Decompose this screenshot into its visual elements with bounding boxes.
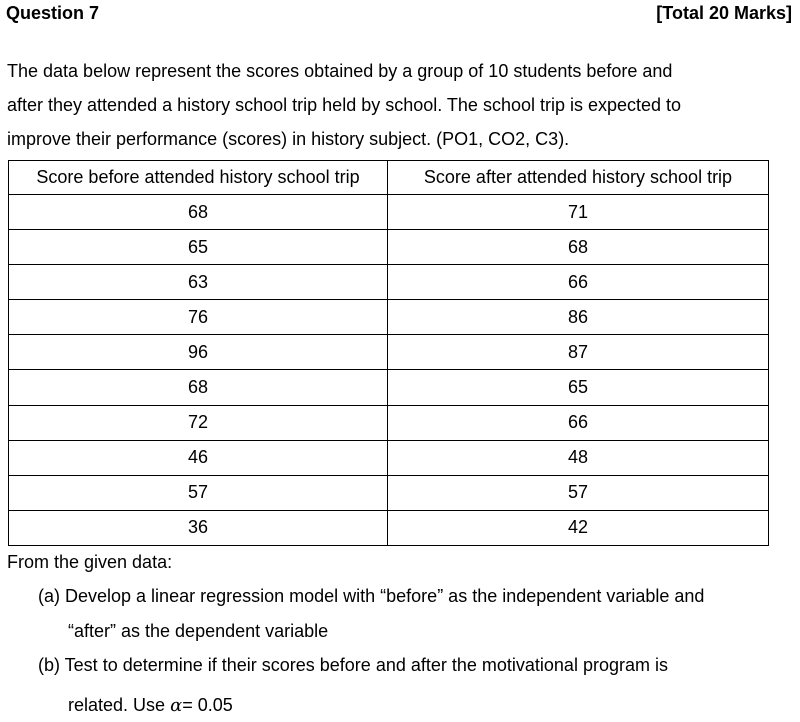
table-row (9, 510, 769, 545)
task-a-line-1: (a) Develop a linear regression model with “before” as the independent variable and (38, 586, 705, 606)
cell-before: 57 (9, 475, 388, 510)
intro-line-3: improve their performance (scores) in history subject. (PO1, CO2, C3). (7, 129, 570, 149)
column-header-after: Score after attended history school trip (388, 161, 769, 195)
table-row (9, 300, 769, 335)
table-row (9, 265, 769, 300)
task-b-line-1: (b) Test to determine if their scores before and after the motivational program is (38, 655, 668, 675)
cell-after: 87 (388, 335, 769, 370)
cell-after: 42 (388, 510, 769, 545)
question-intro (7, 54, 777, 156)
task-b-prefix: related. Use (68, 695, 171, 715)
scores-table (8, 160, 769, 546)
cell-before: 72 (9, 405, 388, 440)
total-marks: [Total 20 Marks] (656, 3, 792, 23)
cell-after: 57 (388, 475, 769, 510)
question-title: Question 7 (6, 3, 100, 23)
table-row (9, 370, 769, 405)
column-header-before: Score before attended history school trip (9, 161, 388, 195)
cell-before: 36 (9, 510, 388, 545)
table-row (9, 440, 769, 475)
intro-line-1: The data below represent the scores obtained by a group of 10 students before and (7, 61, 673, 81)
cell-before: 63 (9, 265, 388, 300)
table-row (9, 230, 769, 265)
task-b-line-2 (68, 695, 233, 716)
cell-before: 76 (9, 300, 388, 335)
task-b-suffix: = 0.05 (182, 695, 233, 715)
table-row (9, 475, 769, 510)
cell-after: 66 (388, 265, 769, 300)
cell-after: 48 (388, 440, 769, 475)
question-header (6, 3, 792, 27)
table-row (9, 405, 769, 440)
cell-after: 86 (388, 300, 769, 335)
table-row (9, 335, 769, 370)
table-row (9, 195, 769, 230)
cell-after: 65 (388, 370, 769, 405)
intro-line-2: after they attended a history school trip held by school. The school trip is expected to (7, 95, 682, 115)
cell-before: 46 (9, 440, 388, 475)
cell-before: 96 (9, 335, 388, 370)
tasks-lead: From the given data: (7, 552, 173, 572)
cell-after: 71 (388, 195, 769, 230)
cell-before: 68 (9, 370, 388, 405)
cell-before: 68 (9, 195, 388, 230)
alpha-symbol: α (170, 695, 183, 716)
task-a-line-2: “after” as the dependent variable (68, 621, 329, 641)
cell-before: 65 (9, 230, 388, 265)
table-header-row (9, 161, 769, 195)
cell-after: 66 (388, 405, 769, 440)
cell-after: 68 (388, 230, 769, 265)
